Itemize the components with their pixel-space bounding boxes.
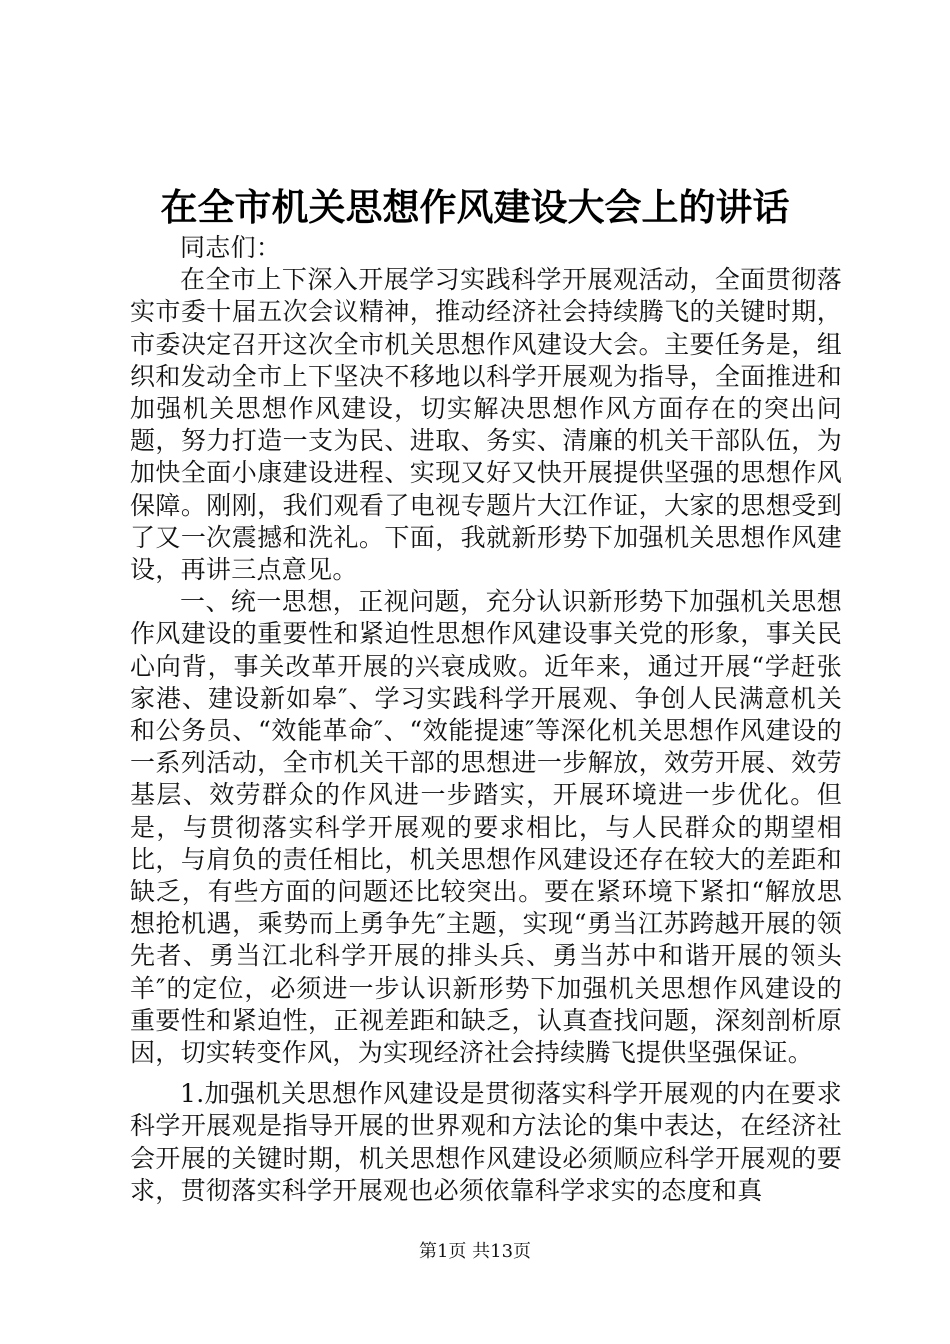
point-one-paragraph: 1.加强机关思想作风建设是贯彻落实科学开展观的内在要求科学开展观是指导开展的世界观和方法论的集中表达，在经济社会开展的关键时期，机关思想作风建设必须顺应科学开展观的要求，贯彻落实科学开展观也必须依靠科学求实的态度和真 [130, 1079, 842, 1205]
intro-paragraph: 在全市上下深入开展学习实践科学开展观活动，全面贯彻落实市委十届五次会议精神，推动经济社会持续腾飞的关键时期，市委决定召开这次全市机关思想作风建设大会。主要任务是，组织和发动全市上下坚决不移地以科学开展观为指导，全面推进和加强机关思想作风建设，切实解决思想作风方面存在的突出问题，努力打造一支为民、进取、务实、清廉的机关干部队伍，为加快全面小康建设进程、实现又好又快开展提供坚强的思想作风保障。刚刚，我们观看了电视专题片大江作证，大家的思想受到了又一次震撼和洗礼。下面，我就新形势下加强机关思想作风建设，再讲三点意见。 [130, 265, 842, 585]
document-body [130, 232, 842, 1207]
salutation-paragraph: 同志们： [180, 233, 282, 262]
section-one-paragraph: 一、统一思想，正视问题，充分认识新形势下加强机关思想作风建设的重要性和紧迫性思想作风建设事关党的形象，事关民心向背，事关改革开展的兴衰成败。近年来，通过开展“学赶张家港、建设新如皋″、学习实践科学开展观、争创人民满意机关和公务员、“效能革命″、“效能提速″等深化机关思想作风建设的一系列活动，全市机关干部的思想进一步解放，效劳开展、效劳基层、效劳群众的作风进一步踏实，开展环境进一步优化。但是，与贯彻落实科学开展观的要求相比，与人民群众的期望相比，与肩负的责任相比，机关思想作风建设还存在较大的差距和缺乏，有些方面的问题还比较突出。要在紧环境下紧扣“解放思想抢机遇，乘势而上勇争先″主题，实现“勇当江苏跨越开展的领先者、勇当江北科学开展的排头兵、勇当苏中和谐开展的领头羊″的定位，必须进一步认识新形势下加强机关思想作风建设的重要性和紧迫性，正视差距和缺乏，认真查找问题，深刻剖析原因，切实转变作风，为实现经济社会持续腾飞提供坚强保证。 [130, 587, 842, 1068]
page-number-footer: 第1页 共13页 [418, 1241, 532, 1262]
document-title: 在全市机关思想作风建设大会上的讲话 [160, 185, 790, 229]
